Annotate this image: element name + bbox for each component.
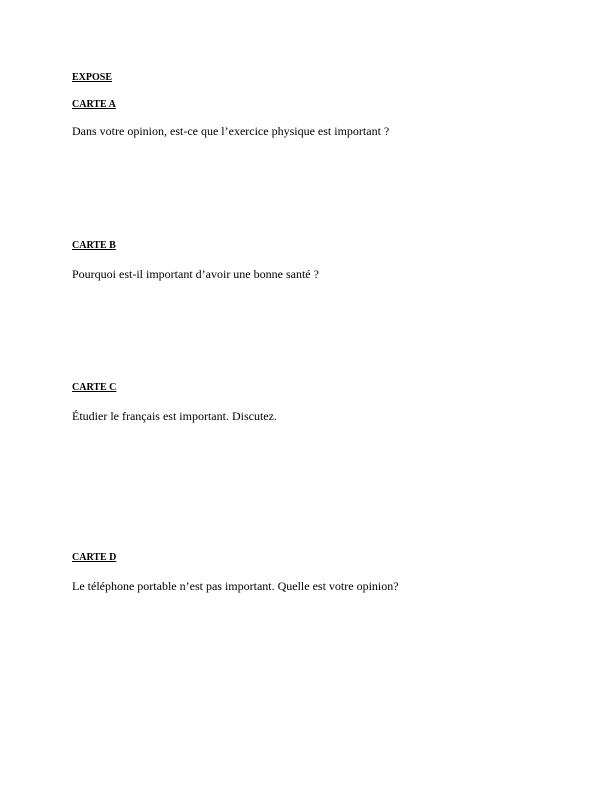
document-title: EXPOSE [72, 72, 113, 83]
card-d-prompt: Le téléphone portable n’est pas important. Quelle est votre opinion? [72, 579, 399, 593]
card-a-label: CARTE A [72, 99, 116, 110]
card-d-label: CARTE D [72, 552, 117, 563]
card-a-prompt: Dans votre opinion, est-ce que l’exercice physique est important ? [72, 124, 390, 138]
card-c-label: CARTE C [72, 382, 117, 393]
card-c-prompt: Étudier le français est important. Discutez. [72, 409, 277, 423]
card-b-label: CARTE B [72, 240, 116, 251]
card-b-prompt: Pourquoi est-il important d’avoir une bonne santé ? [72, 267, 319, 281]
